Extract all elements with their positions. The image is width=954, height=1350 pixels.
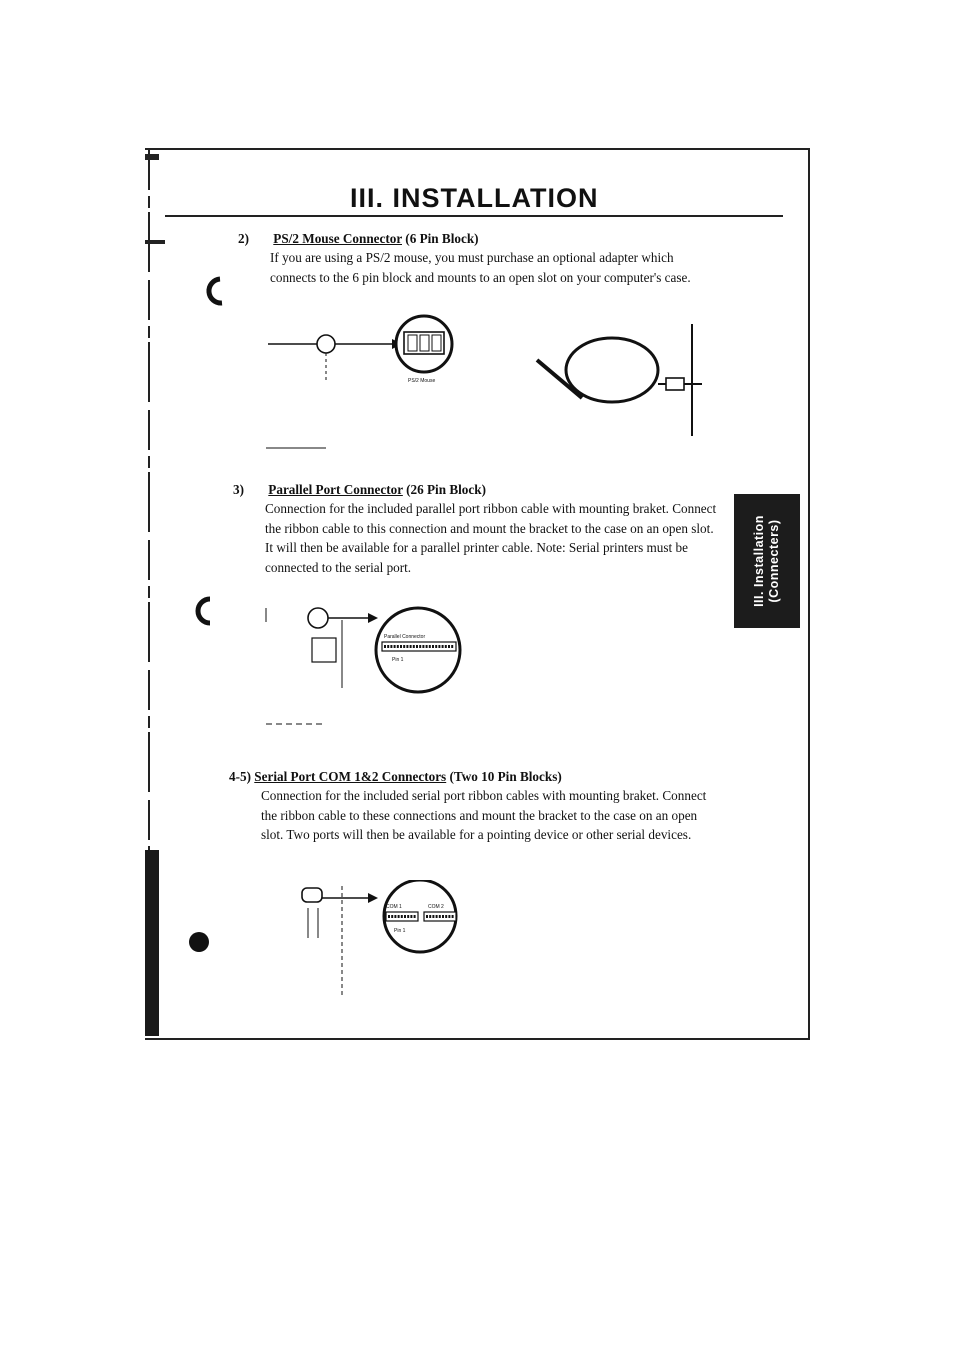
- serial-pin-label: Pin 1: [394, 928, 406, 934]
- com1-label: COM 1: [386, 904, 402, 910]
- section-number: 2): [238, 231, 249, 246]
- binder-hole-icon: [186, 926, 212, 958]
- com2-label: COM 2: [428, 904, 444, 910]
- side-tab-line2: (Connecters): [767, 519, 781, 603]
- page-title: III. INSTALLATION: [350, 183, 599, 213]
- section-title: Parallel Port Connector: [268, 482, 403, 497]
- section-body: Connection for the included serial port ribbon cables with mounting braket. Connect the ribbon cable to these connections and mount the bracket to the case on an open slot. Two ports will then be available for a pointing device or other serial devices.: [261, 788, 707, 843]
- section-body: Connection for the included parallel port ribbon cable with mounting braket. Connect the ribbon cable to this connection and mount the bracket to the case on an open slot. It will then be available for a parallel printer cable. Note: Serial printers must be connected to the serial port.: [265, 501, 717, 575]
- serial-ports-figure: [262, 880, 472, 1004]
- section-ps2-mouse: [238, 229, 718, 287]
- binder-hole-icon: [190, 595, 216, 627]
- section-number: 4-5): [229, 769, 251, 784]
- title-rule: [165, 215, 783, 217]
- section-heading: [229, 767, 719, 786]
- corner-mark: [145, 150, 175, 162]
- section-title-tail: (26 Pin Block): [406, 482, 486, 497]
- section-title: PS/2 Mouse Connector: [273, 231, 402, 246]
- binder-hole-icon: [198, 275, 228, 307]
- section-title-tail: (Two 10 Pin Blocks): [449, 769, 562, 784]
- section-heading: [238, 229, 718, 248]
- parallel-port-figure: [262, 600, 472, 732]
- section-number: 3): [233, 482, 244, 497]
- side-tab: [734, 494, 800, 628]
- scan-binding-edge: [145, 150, 165, 1036]
- ps2-mouse-figure: [262, 312, 722, 454]
- section-title: Serial Port COM 1&2 Connectors: [254, 769, 447, 784]
- side-tab-line1: III. Installation: [752, 515, 766, 607]
- ps2-figure-label: PS/2 Mouse: [408, 378, 436, 384]
- section-parallel-port: [233, 480, 717, 577]
- parallel-pin-label: Pin 1: [392, 657, 404, 663]
- section-heading: [233, 480, 717, 499]
- parallel-connector-label: Parallel Connector: [384, 634, 426, 640]
- section-serial-ports: [229, 767, 719, 845]
- section-body: If you are using a PS/2 mouse, you must purchase an optional adapter which connects to the 6 pin block and mounts to an open slot on your computer's case.: [270, 250, 691, 285]
- section-title-tail: (6 Pin Block): [405, 231, 479, 246]
